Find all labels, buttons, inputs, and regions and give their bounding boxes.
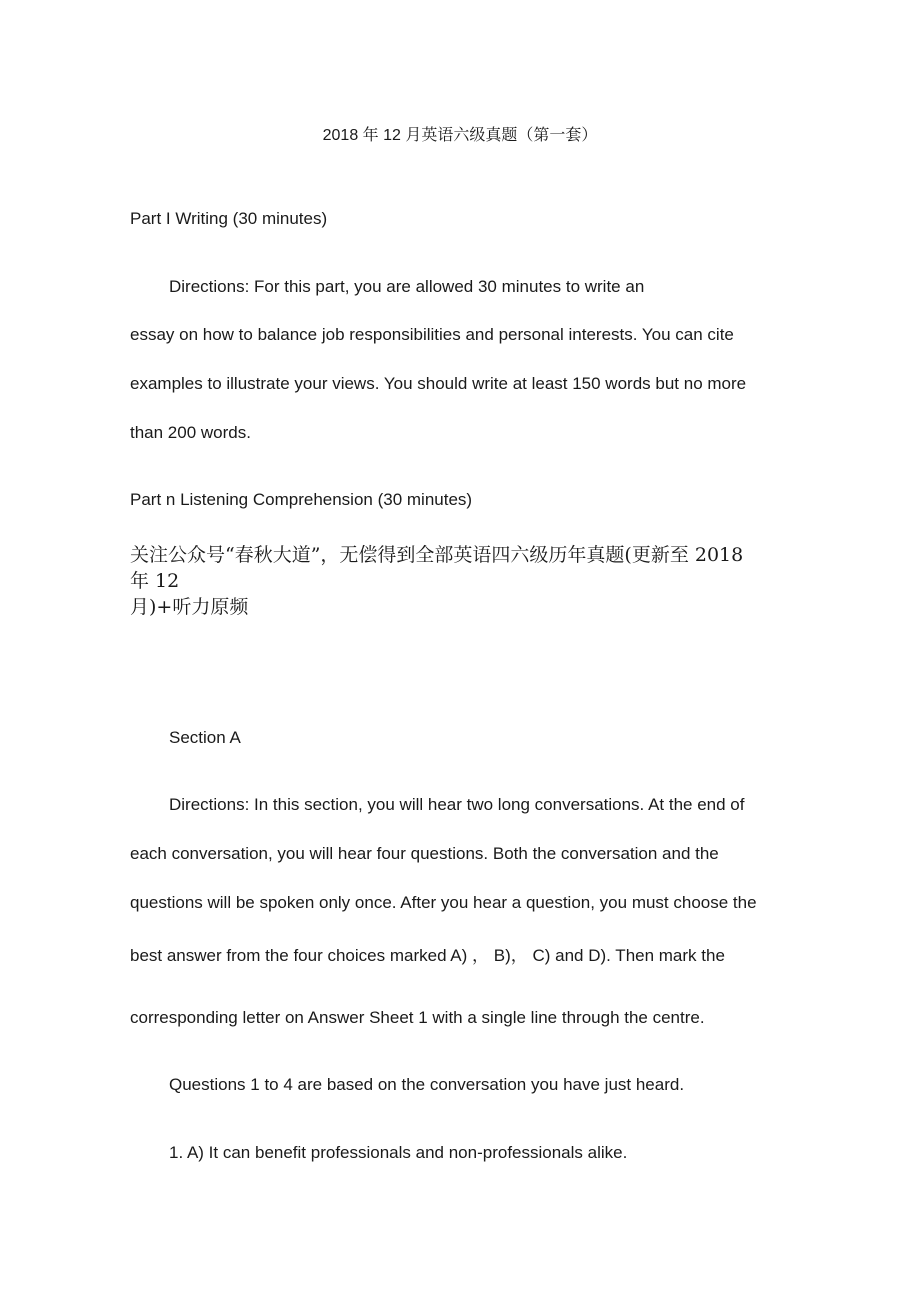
part1-directions-line: Directions: For this part, you are allowed 30 minutes to write an (169, 277, 645, 296)
part2-heading: Part n Listening Comprehension (30 minutes) (130, 490, 473, 509)
notice-line: 月)+听力原频 (130, 596, 249, 618)
section-a-directions-line: Directions: In this section, you will hear two long conversations. At the end of (169, 795, 745, 814)
section-a-directions-line: questions will be spoken only once. After you hear a question, you must choose the (130, 893, 757, 912)
part1-directions-line: than 200 words. (130, 423, 251, 442)
notice-line: 年 12 (130, 570, 180, 592)
notice-line: 关注公众号“春秋大道”，无偿得到全部英语四六级历年真题(更新至 2018 (130, 544, 744, 566)
section-a-directions-line: best answer from the four choices marked A) ， B)， C) and D). Then mark the (130, 946, 725, 965)
document-title: 2018 年 12 月英语六级真题（第一套） (322, 127, 598, 144)
section-a-directions-line: each conversation, you will hear four questions. Both the conversation and the (130, 844, 719, 863)
questions-intro: Questions 1 to 4 are based on the conversation you have just heard. (169, 1075, 685, 1094)
part1-directions-line: examples to illustrate your views. You should write at least 150 words but no more (130, 374, 747, 393)
section-a-directions-line: corresponding letter on Answer Sheet 1 with a single line through the centre. (130, 1008, 705, 1027)
question-1-option-a: 1. A) It can benefit professionals and non-professionals alike. (169, 1143, 628, 1162)
part1-heading: Part I Writing (30 minutes) (130, 209, 328, 228)
section-a-heading: Section A (169, 728, 241, 747)
part1-directions-line: essay on how to balance job responsibilities and personal interests. You can cite (130, 325, 734, 344)
